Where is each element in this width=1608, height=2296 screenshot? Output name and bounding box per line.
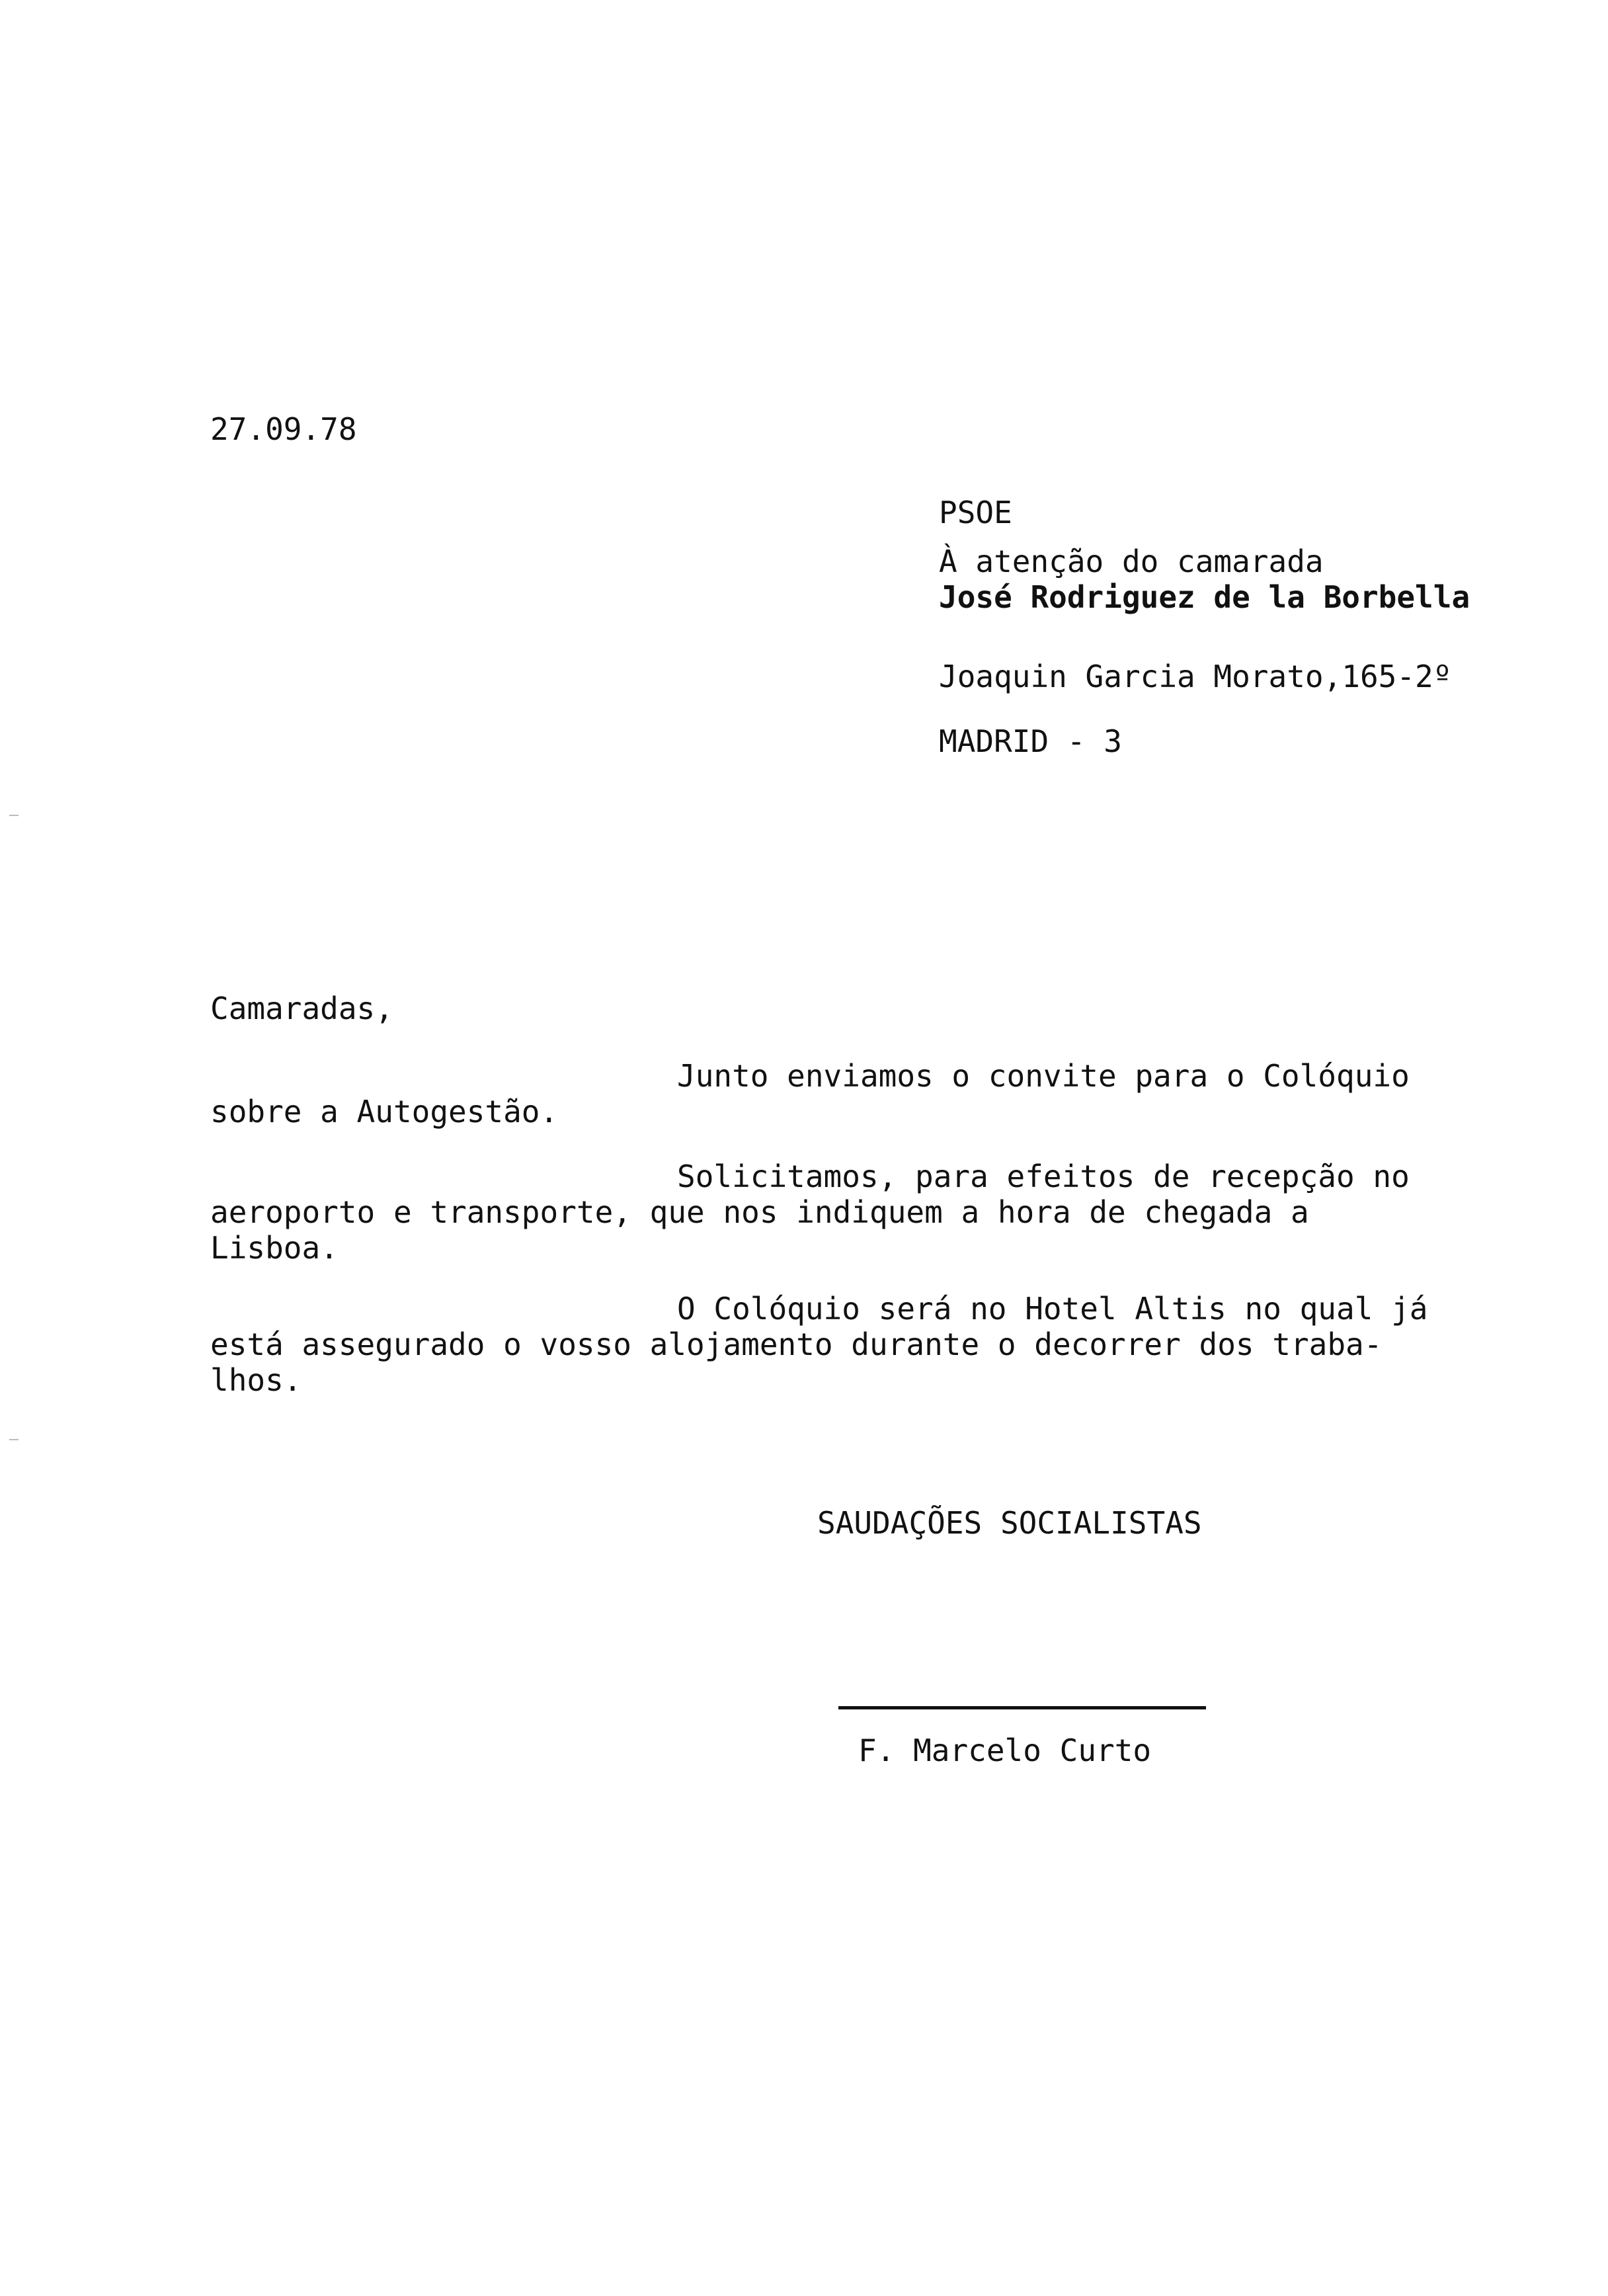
paragraph-1-indent: Junto enviamos o convite para o Colóquio [677,1058,1410,1094]
paragraph-3-line-3: lhos. [210,1362,302,1398]
recipient-attention-line: À atenção do camarada [939,544,1324,579]
paragraph-2-line-3: Lisboa. [210,1230,339,1266]
paragraph-3-indent: O Colóquio será no Hotel Altis no qual já [677,1291,1428,1327]
margin-mark [9,815,19,816]
letter-date: 27.09.78 [210,411,357,447]
recipient-name: José Rodriguez de la Borbella [939,579,1470,615]
paragraph-2-line-2: aeroporto e transporte, que nos indiquem a hora de chegada a [210,1194,1309,1230]
recipient-org: PSOE [939,495,1012,530]
signatory: F. Marcelo Curto [858,1733,1152,1768]
signature-line [838,1706,1206,1709]
salutation: Camaradas, [210,991,393,1026]
closing: SAUDAÇÕES SOCIALISTAS [817,1505,1202,1541]
paragraph-3-line-2: está assegurado o vosso alojamento durante o decorrer dos traba- [210,1327,1383,1362]
recipient-street: Joaquin Garcia Morato,165-2º [939,659,1452,694]
recipient-city: MADRID - 3 [939,723,1122,759]
paragraph-2-indent: Solicitamos, para efeitos de recepção no [677,1159,1410,1194]
margin-mark [9,1439,19,1440]
paragraph-1-line-2: sobre a Autogestão. [210,1094,559,1129]
